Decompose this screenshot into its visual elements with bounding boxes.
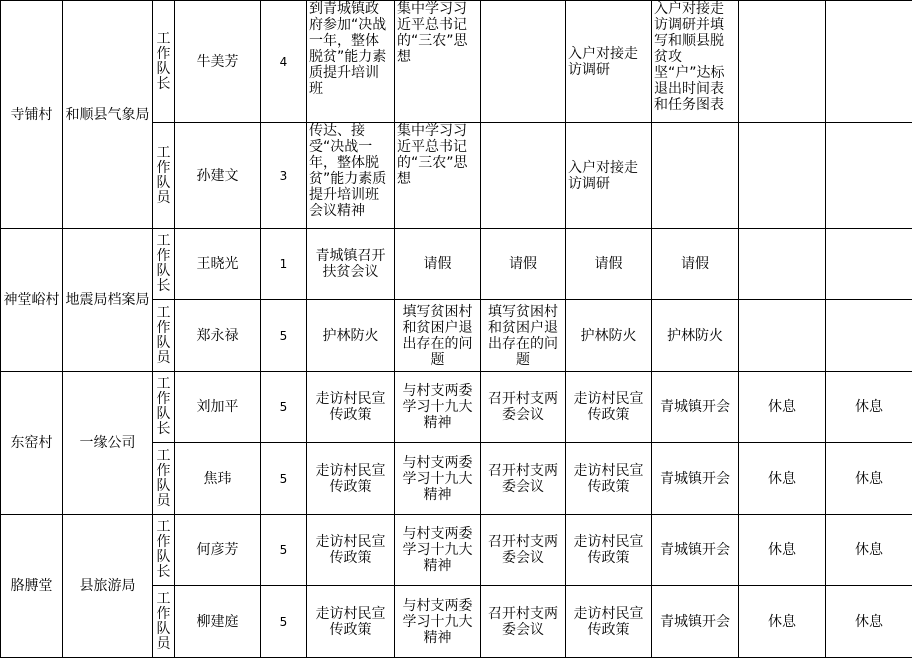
activity-cell: 护林防火: [566, 300, 652, 372]
activity-cell: 护林防火: [652, 300, 739, 372]
activity-cell: 青城镇开会: [652, 443, 739, 515]
activity-cell: 青城镇开会: [652, 586, 739, 658]
count-cell: 5: [261, 300, 307, 372]
name-cell: 王晓光: [175, 229, 261, 300]
activity-cell: 走访村民宣传政策: [566, 372, 652, 443]
activity-cell: 走访村民宣传政策: [307, 586, 395, 658]
role-label: 工作队员: [157, 306, 171, 366]
activity-cell: [826, 300, 912, 372]
activity-cell: 传达、接受“决战一年，整体脱贫”能力素质提升培训班会议精神: [307, 123, 395, 229]
activity-cell: 集中学习习近平总书记的“三农”思想: [395, 1, 481, 123]
activity-cell: 走访村民宣传政策: [307, 372, 395, 443]
activity-cell: 填写贫困村和贫困户退出存在的问题: [481, 300, 566, 372]
activity-cell: [826, 1, 912, 123]
activity-cell: 休息: [826, 515, 912, 586]
role-cell: [153, 443, 175, 515]
role-cell: [153, 229, 175, 300]
unit-cell: 县旅游局: [63, 515, 153, 658]
activity-cell: 青城镇召开扶贫会议: [307, 229, 395, 300]
name-cell: 郑永禄: [175, 300, 261, 372]
activity-cell: 走访村民宣传政策: [307, 443, 395, 515]
activity-cell: 入户对接走访调研并填写和顺县脱贫攻坚“户”达标退出时间表和任务图表: [652, 1, 739, 123]
name-cell: 刘加平: [175, 372, 261, 443]
village-cell: 胳膊堂: [1, 515, 63, 658]
activity-cell: 到青城镇政府参加“决战一年，整体脱贫”能力素质提升培训班: [307, 1, 395, 123]
count-cell: 3: [261, 123, 307, 229]
activity-cell: [739, 229, 826, 300]
activity-cell: 与村支两委学习十九大精神: [395, 515, 481, 586]
activity-cell: 填写贫困村和贫困户退出存在的问题: [395, 300, 481, 372]
name-cell: 孙建文: [175, 123, 261, 229]
activity-cell: 请假: [566, 229, 652, 300]
activity-cell: 休息: [826, 372, 912, 443]
activity-cell: 请假: [481, 229, 566, 300]
activity-cell: 青城镇开会: [652, 515, 739, 586]
name-cell: 柳建庭: [175, 586, 261, 658]
table-row: [1, 515, 912, 586]
activity-cell: 入户对接走访调研: [566, 123, 652, 229]
activity-cell: 请假: [652, 229, 739, 300]
activity-cell: 青城镇开会: [652, 372, 739, 443]
activity-cell: [739, 123, 826, 229]
activity-cell: [481, 123, 566, 229]
activity-cell: [739, 1, 826, 123]
activity-cell: [652, 123, 739, 229]
role-cell: [153, 1, 175, 123]
activity-cell: 集中学习习近平总书记的“三农”思想: [395, 123, 481, 229]
activity-cell: 走访村民宣传政策: [307, 515, 395, 586]
role-cell: [153, 300, 175, 372]
unit-cell: 一缘公司: [63, 372, 153, 515]
unit-cell: 和顺县气象局: [63, 1, 153, 229]
activity-cell: 召开村支两委会议: [481, 515, 566, 586]
activity-cell: 与村支两委学习十九大精神: [395, 586, 481, 658]
count-cell: 5: [261, 443, 307, 515]
activity-cell: 走访村民宣传政策: [566, 515, 652, 586]
role-label: 工作队长: [157, 520, 171, 580]
activity-cell: 召开村支两委会议: [481, 443, 566, 515]
activity-cell: 召开村支两委会议: [481, 372, 566, 443]
count-cell: 5: [261, 515, 307, 586]
activity-cell: 休息: [739, 515, 826, 586]
unit-cell: 地震局档案局: [63, 229, 153, 372]
activity-cell: 休息: [826, 586, 912, 658]
activity-cell: 与村支两委学习十九大精神: [395, 443, 481, 515]
activity-cell: [826, 123, 912, 229]
count-cell: 4: [261, 1, 307, 123]
count-cell: 5: [261, 586, 307, 658]
role-cell: [153, 123, 175, 229]
activity-cell: 与村支两委学习十九大精神: [395, 372, 481, 443]
activity-cell: 入户对接走访调研: [566, 1, 652, 123]
activity-cell: 休息: [739, 586, 826, 658]
name-cell: 何彦芳: [175, 515, 261, 586]
table-row: [1, 372, 912, 443]
count-cell: 1: [261, 229, 307, 300]
activity-cell: 休息: [739, 372, 826, 443]
role-cell: [153, 586, 175, 658]
activity-cell: 召开村支两委会议: [481, 586, 566, 658]
activity-cell: 走访村民宣传政策: [566, 443, 652, 515]
village-cell: 东窑村: [1, 372, 63, 515]
table-row: [1, 1, 912, 123]
activity-cell: 休息: [826, 443, 912, 515]
activity-cell: 休息: [739, 443, 826, 515]
role-label: 工作队员: [157, 146, 171, 206]
activity-cell: 请假: [395, 229, 481, 300]
role-cell: [153, 515, 175, 586]
activity-cell: [481, 1, 566, 123]
role-label: 工作队员: [157, 592, 171, 652]
role-label: 工作队长: [157, 234, 171, 294]
role-label: 工作队员: [157, 449, 171, 509]
count-cell: 5: [261, 372, 307, 443]
name-cell: 焦玮: [175, 443, 261, 515]
village-cell: 神堂峪村: [1, 229, 63, 372]
village-cell: 寺铺村: [1, 1, 63, 229]
activity-cell: [826, 229, 912, 300]
activity-cell: 走访村民宣传政策: [566, 586, 652, 658]
name-cell: 牛美芳: [175, 1, 261, 123]
table-row: [1, 229, 912, 300]
role-cell: [153, 372, 175, 443]
activity-cell: [739, 300, 826, 372]
activity-cell: 护林防火: [307, 300, 395, 372]
role-label: 工作队长: [157, 377, 171, 437]
role-label: 工作队长: [157, 32, 171, 92]
